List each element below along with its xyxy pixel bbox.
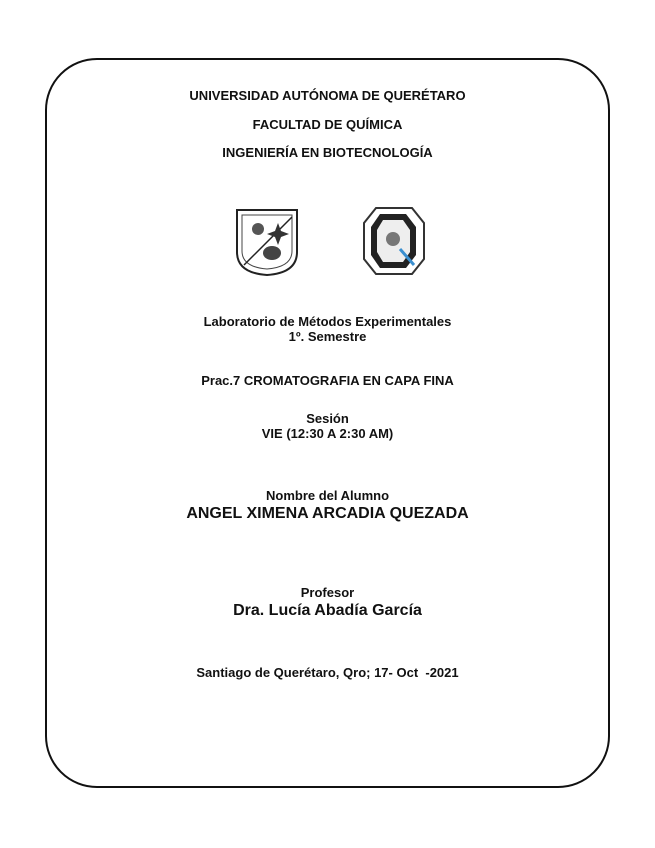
professor-label: Profesor (300, 585, 355, 600)
session-time: VIE (12:30 A 2:30 AM) (261, 426, 394, 441)
uaq-shield-logo (234, 207, 300, 277)
faculty-name: FACULTAD DE QUÍMICA (252, 117, 403, 132)
course-name: Laboratorio de Métodos Experimentales (203, 314, 452, 329)
place-date: Santiago de Querétaro, Qro; 17- Oct -2021 (196, 665, 459, 680)
student-name: ANGEL XIMENA ARCADIA QUEZADA (186, 505, 469, 522)
student-label: Nombre del Alumno (265, 488, 390, 503)
semester: 1º. Semestre (288, 329, 367, 344)
practice-title: Prac.7 CROMATOGRAFIA EN CAPA FINA (201, 373, 454, 388)
professor-name: Dra. Lucía Abadía García (233, 602, 422, 619)
program-name: INGENIERÍA EN BIOTECNOLOGÍA (222, 145, 433, 160)
facultad-quimica-logo (362, 205, 426, 277)
university-name: UNIVERSIDAD AUTÓNOMA DE QUERÉTARO (189, 88, 466, 103)
session-label: Sesión (306, 411, 349, 426)
